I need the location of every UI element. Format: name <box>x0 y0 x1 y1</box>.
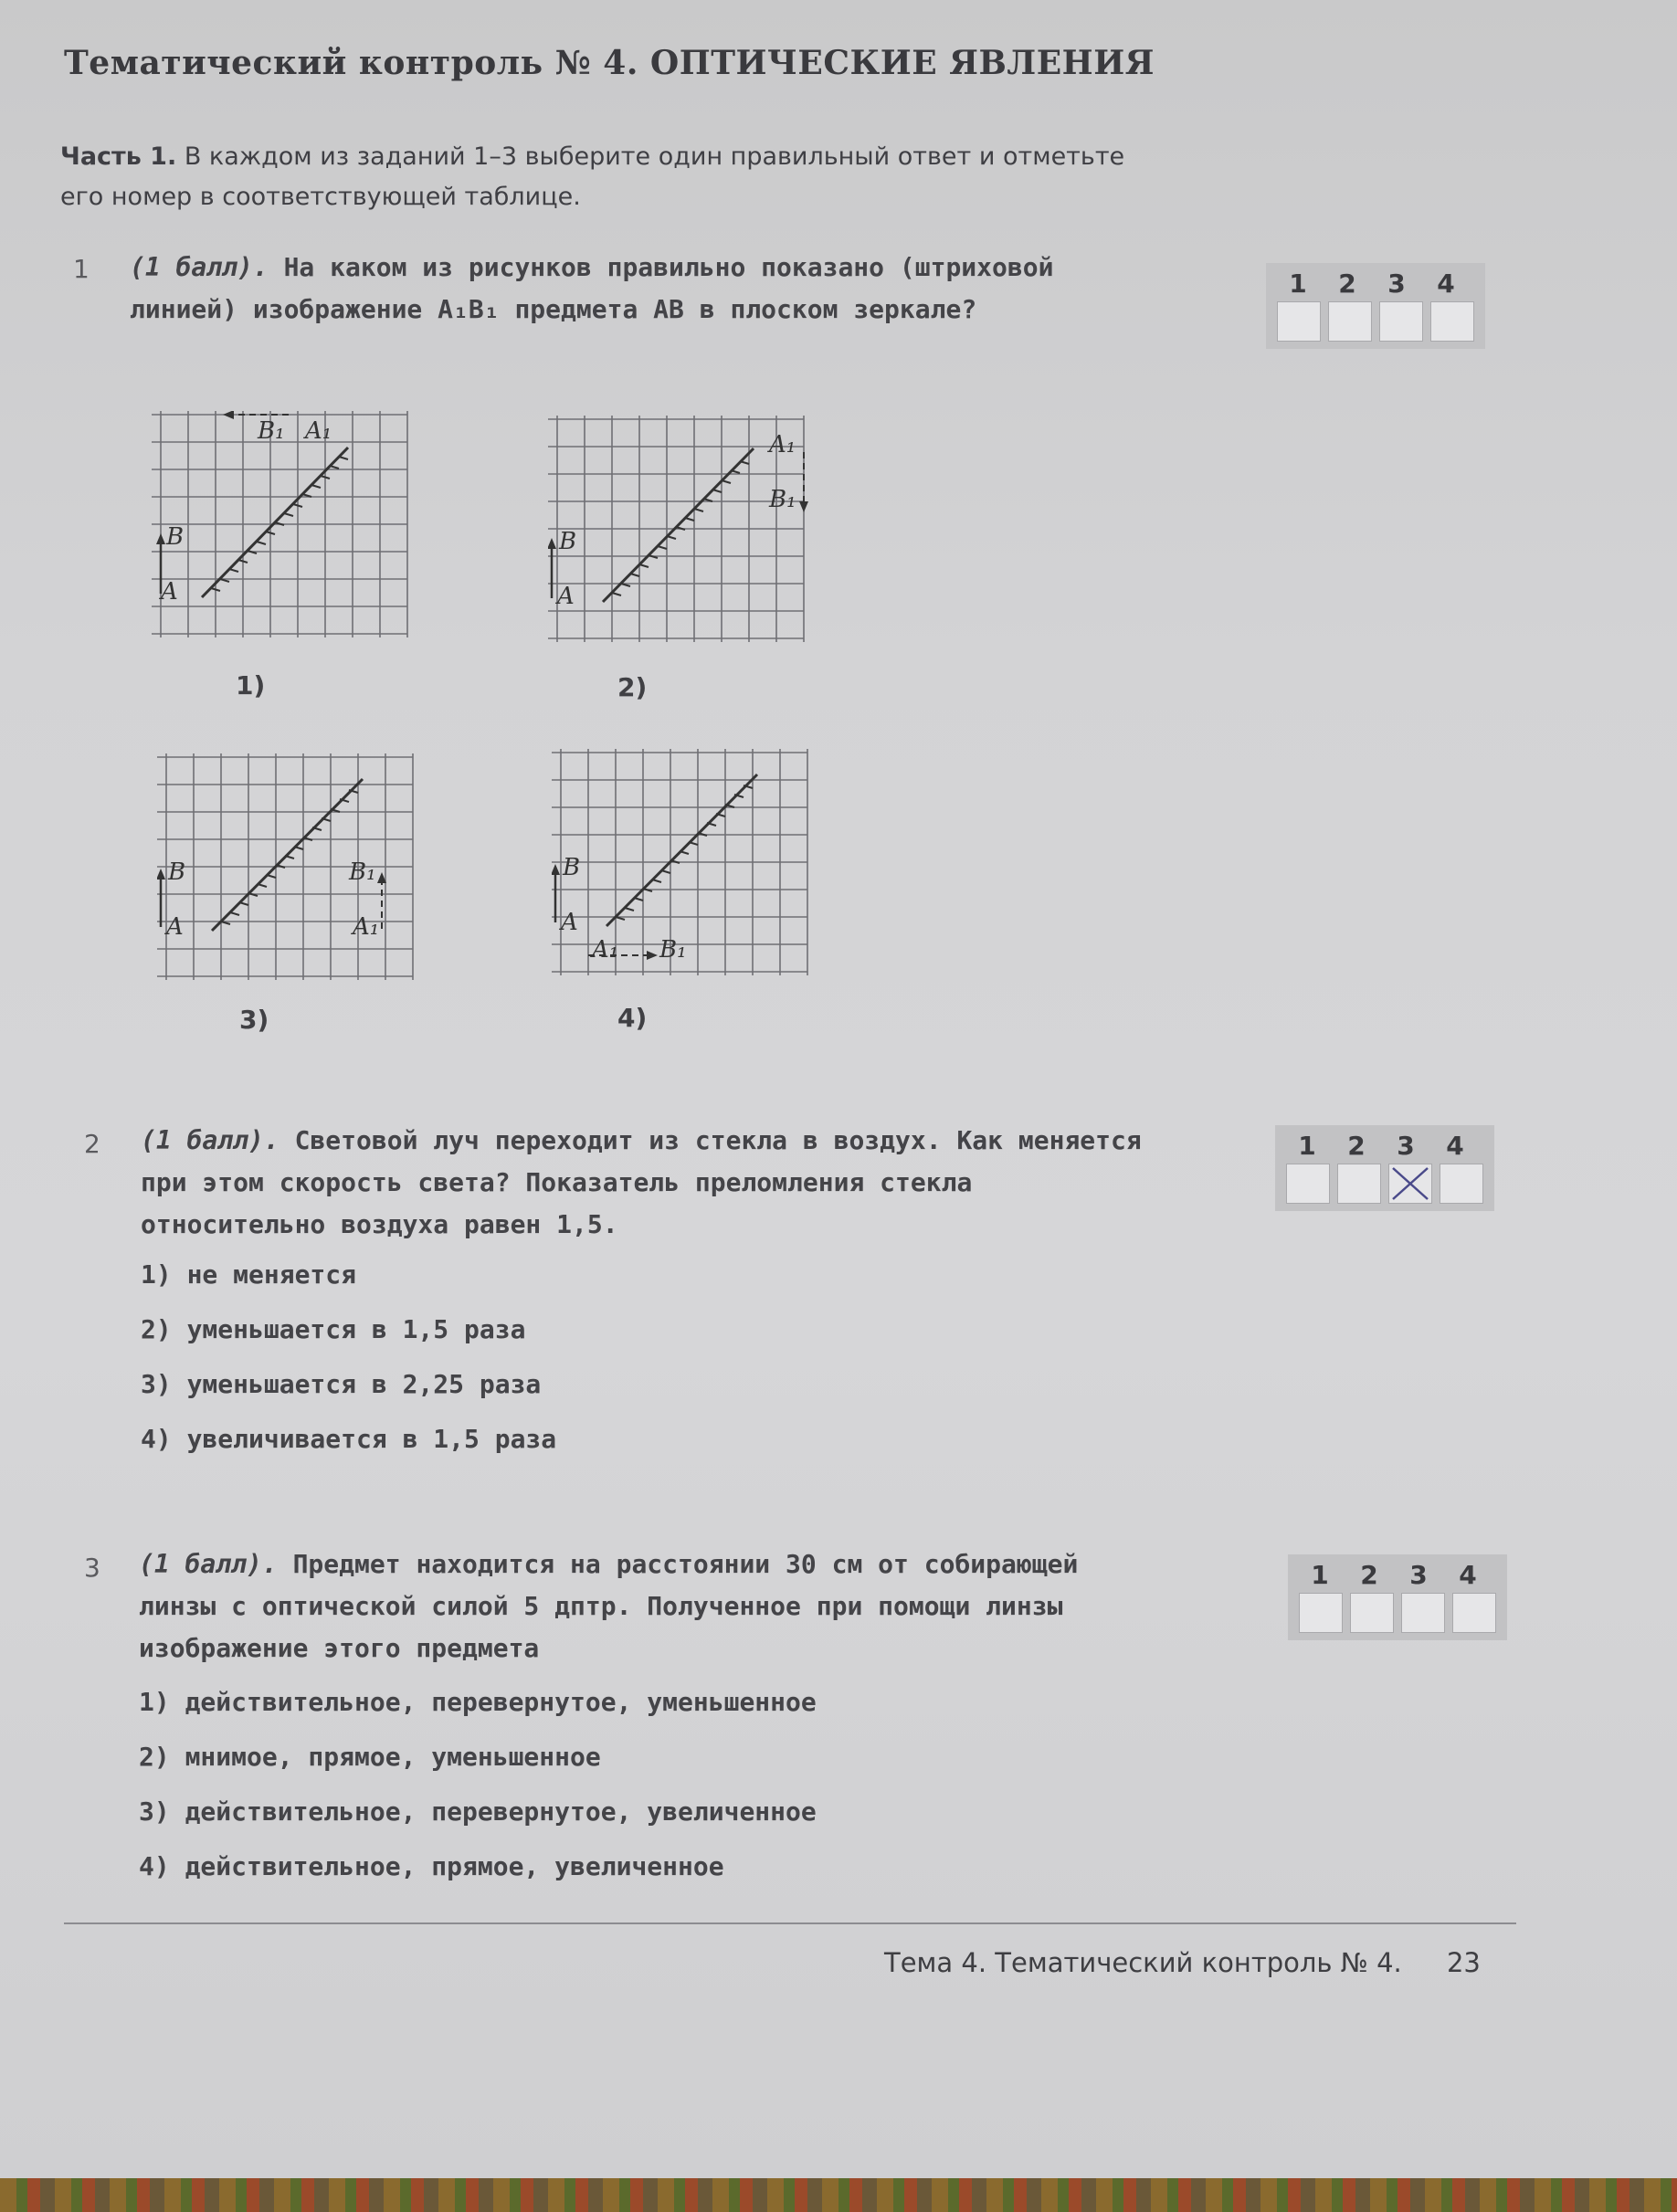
point-label: A₁ <box>769 431 796 458</box>
footer-text: Тема 4. Тематический контроль № 4. <box>884 1947 1402 1978</box>
point-label: A <box>161 578 178 606</box>
figure-1-diagram <box>152 411 417 650</box>
point-label: B <box>559 528 577 555</box>
point-label: A <box>557 583 575 610</box>
answer-cell-1[interactable] <box>1277 301 1321 342</box>
answer-col-label: 4 <box>1437 269 1455 299</box>
answer-col-label: 2 <box>1360 1560 1378 1590</box>
point-label: B <box>563 854 581 881</box>
answer-cell-3[interactable] <box>1379 301 1423 342</box>
point-label: A₁ <box>353 913 380 941</box>
answer-col-label: 1 <box>1298 1131 1316 1161</box>
point-label: B <box>166 523 185 551</box>
point-label: A₁ <box>305 417 332 445</box>
answer-cell-1[interactable] <box>1286 1164 1330 1204</box>
question-3-text <box>139 1543 1162 1670</box>
page-number: 23 <box>1446 1947 1481 1978</box>
answer-cell-4[interactable] <box>1440 1164 1483 1204</box>
answer-col-label: 4 <box>1459 1560 1477 1590</box>
answer-col-label: 2 <box>1347 1131 1366 1161</box>
question-3-number: 3 <box>84 1553 100 1583</box>
question-2-body: Световой луч переходит из стекла в воздух. Как меняется при этом скорость света? Показатель преломления стекла относительно воздуха равен 1,5. <box>141 1125 1142 1239</box>
answer-cell-3[interactable] <box>1401 1593 1445 1633</box>
point-label: B₁ <box>769 486 796 513</box>
point-label: B₁ <box>349 858 376 886</box>
answer-col-label: 4 <box>1446 1131 1464 1161</box>
point-label: B₁ <box>258 417 285 445</box>
figure-4-diagram <box>552 749 817 988</box>
question-1-text-after: предмета AB в плоском зеркале? <box>514 294 977 324</box>
answer-cell-4[interactable] <box>1452 1593 1496 1633</box>
option-item[interactable]: 2) мнимое, прямое, уменьшенное <box>139 1742 601 1772</box>
question-3-options <box>139 1675 817 1894</box>
answer-col-label: 3 <box>1409 1560 1428 1590</box>
option-item[interactable]: 2) уменьшается в 1,5 раза <box>141 1314 526 1344</box>
figure-3-label: 3) <box>239 1005 269 1035</box>
question-1-number: 1 <box>73 254 90 284</box>
option-item[interactable]: 1) действительное, перевернутое, уменьшенное <box>139 1687 817 1717</box>
question-2-options <box>141 1248 556 1467</box>
page-title: Тематический контроль № 4. ОПТИЧЕСКИЕ ЯВЛЕНИЯ <box>64 44 1155 82</box>
answer-cell-2[interactable] <box>1337 1164 1381 1204</box>
point-label: B₁ <box>659 936 687 964</box>
point-label: A <box>166 913 184 941</box>
instructions-text: В каждом из заданий 1–3 выберите один правильный ответ и отметьте его номер в соответствующей таблице. <box>60 142 1125 211</box>
answer-box-q1 <box>1266 263 1485 349</box>
question-2-text <box>141 1120 1155 1246</box>
question-1-text-before: На каком из рисунков правильно показано (штриховой линией) изображение <box>130 252 1054 324</box>
answer-box-q2 <box>1275 1125 1494 1211</box>
cross-mark-icon <box>1389 1164 1431 1203</box>
answer-col-label: 3 <box>1387 269 1406 299</box>
option-item[interactable]: 4) действительное, прямое, увеличенное <box>139 1851 724 1881</box>
background-fabric <box>0 2178 1677 2212</box>
answer-col-label: 1 <box>1311 1560 1329 1590</box>
question-1-text <box>130 247 1144 331</box>
instructions <box>60 137 1138 217</box>
figure-4-label: 4) <box>617 1003 648 1033</box>
answer-cell-2[interactable] <box>1328 301 1372 342</box>
footer-divider <box>64 1922 1516 1924</box>
part-label: Часть 1. <box>60 142 177 171</box>
answer-col-label: 3 <box>1397 1131 1415 1161</box>
answer-cell-2[interactable] <box>1350 1593 1394 1633</box>
page-footer <box>884 1947 1481 1978</box>
question-1-points: (1 балл). <box>130 252 269 282</box>
answer-col-label: 2 <box>1338 269 1356 299</box>
answer-col-label: 1 <box>1289 269 1307 299</box>
point-label: B <box>168 858 186 886</box>
question-1-image-label: A₁B₁ <box>438 294 500 324</box>
option-item[interactable]: 3) действительное, перевернутое, увеличенное <box>139 1796 817 1827</box>
question-2-points: (1 балл). <box>141 1125 280 1155</box>
option-item[interactable]: 3) уменьшается в 2,25 раза <box>141 1369 542 1399</box>
option-item[interactable]: 1) не меняется <box>141 1259 357 1290</box>
figure-2-label: 2) <box>617 672 648 702</box>
figure-1-label: 1) <box>236 670 266 700</box>
question-3-body: Предмет находится на расстоянии 30 см от собирающей линзы с оптической силой 5 дптр. Полученное при помощи линзы изображение этого предмета <box>139 1549 1079 1663</box>
answer-box-q3 <box>1288 1554 1507 1640</box>
question-2-number: 2 <box>84 1129 100 1159</box>
point-label: A₁ <box>592 936 619 964</box>
option-item[interactable]: 4) увеличивается в 1,5 раза <box>141 1424 557 1454</box>
point-label: A <box>561 909 578 936</box>
figure-2-diagram <box>548 416 813 655</box>
answer-cell-3-marked[interactable] <box>1388 1164 1432 1204</box>
answer-cell-4[interactable] <box>1430 301 1474 342</box>
figure-3-diagram <box>157 753 422 993</box>
answer-cell-1[interactable] <box>1299 1593 1343 1633</box>
question-3-points: (1 балл). <box>139 1549 278 1579</box>
